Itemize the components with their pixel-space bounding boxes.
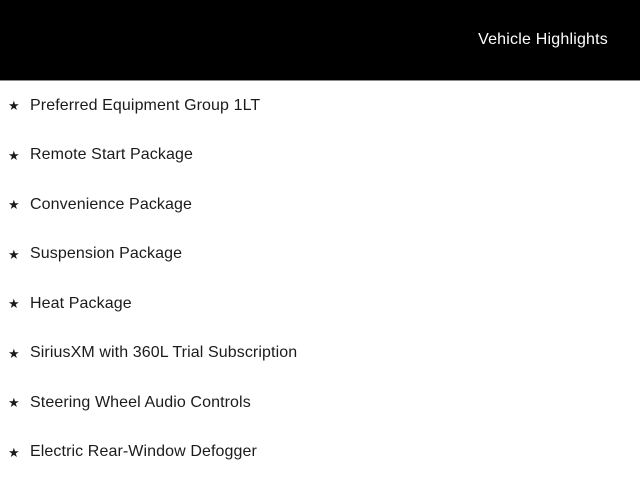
highlights-list: [0, 81, 640, 477]
star-icon: ★: [8, 395, 20, 411]
list-item: [0, 131, 640, 181]
list-item: [0, 81, 640, 131]
list-item-label: Suspension Package: [30, 245, 183, 263]
list-item-label: Steering Wheel Audio Controls: [30, 393, 251, 411]
list-item: [0, 329, 640, 379]
star-icon: ★: [8, 296, 20, 312]
star-icon: ★: [8, 345, 20, 361]
list-item-label: Preferred Equipment Group 1LT: [30, 96, 261, 114]
list-item-label: Electric Rear-Window Defogger: [30, 443, 257, 461]
list-item: [0, 378, 640, 428]
list-item: [0, 230, 640, 280]
page-title: Vehicle Highlights: [478, 31, 608, 48]
list-item-label: Heat Package: [30, 294, 132, 312]
star-icon: ★: [8, 98, 20, 114]
list-item: [0, 279, 640, 329]
star-icon: ★: [8, 444, 20, 460]
list-item-label: Convenience Package: [30, 195, 193, 213]
star-icon: ★: [8, 246, 20, 262]
list-item-label: SiriusXM with 360L Trial Subscription: [30, 344, 298, 362]
list-item: [0, 428, 640, 478]
list-item-label: Remote Start Package: [30, 146, 193, 164]
star-icon: ★: [8, 197, 20, 213]
star-icon: ★: [8, 147, 20, 163]
list-item: [0, 180, 640, 230]
header-bar: [0, 0, 640, 81]
